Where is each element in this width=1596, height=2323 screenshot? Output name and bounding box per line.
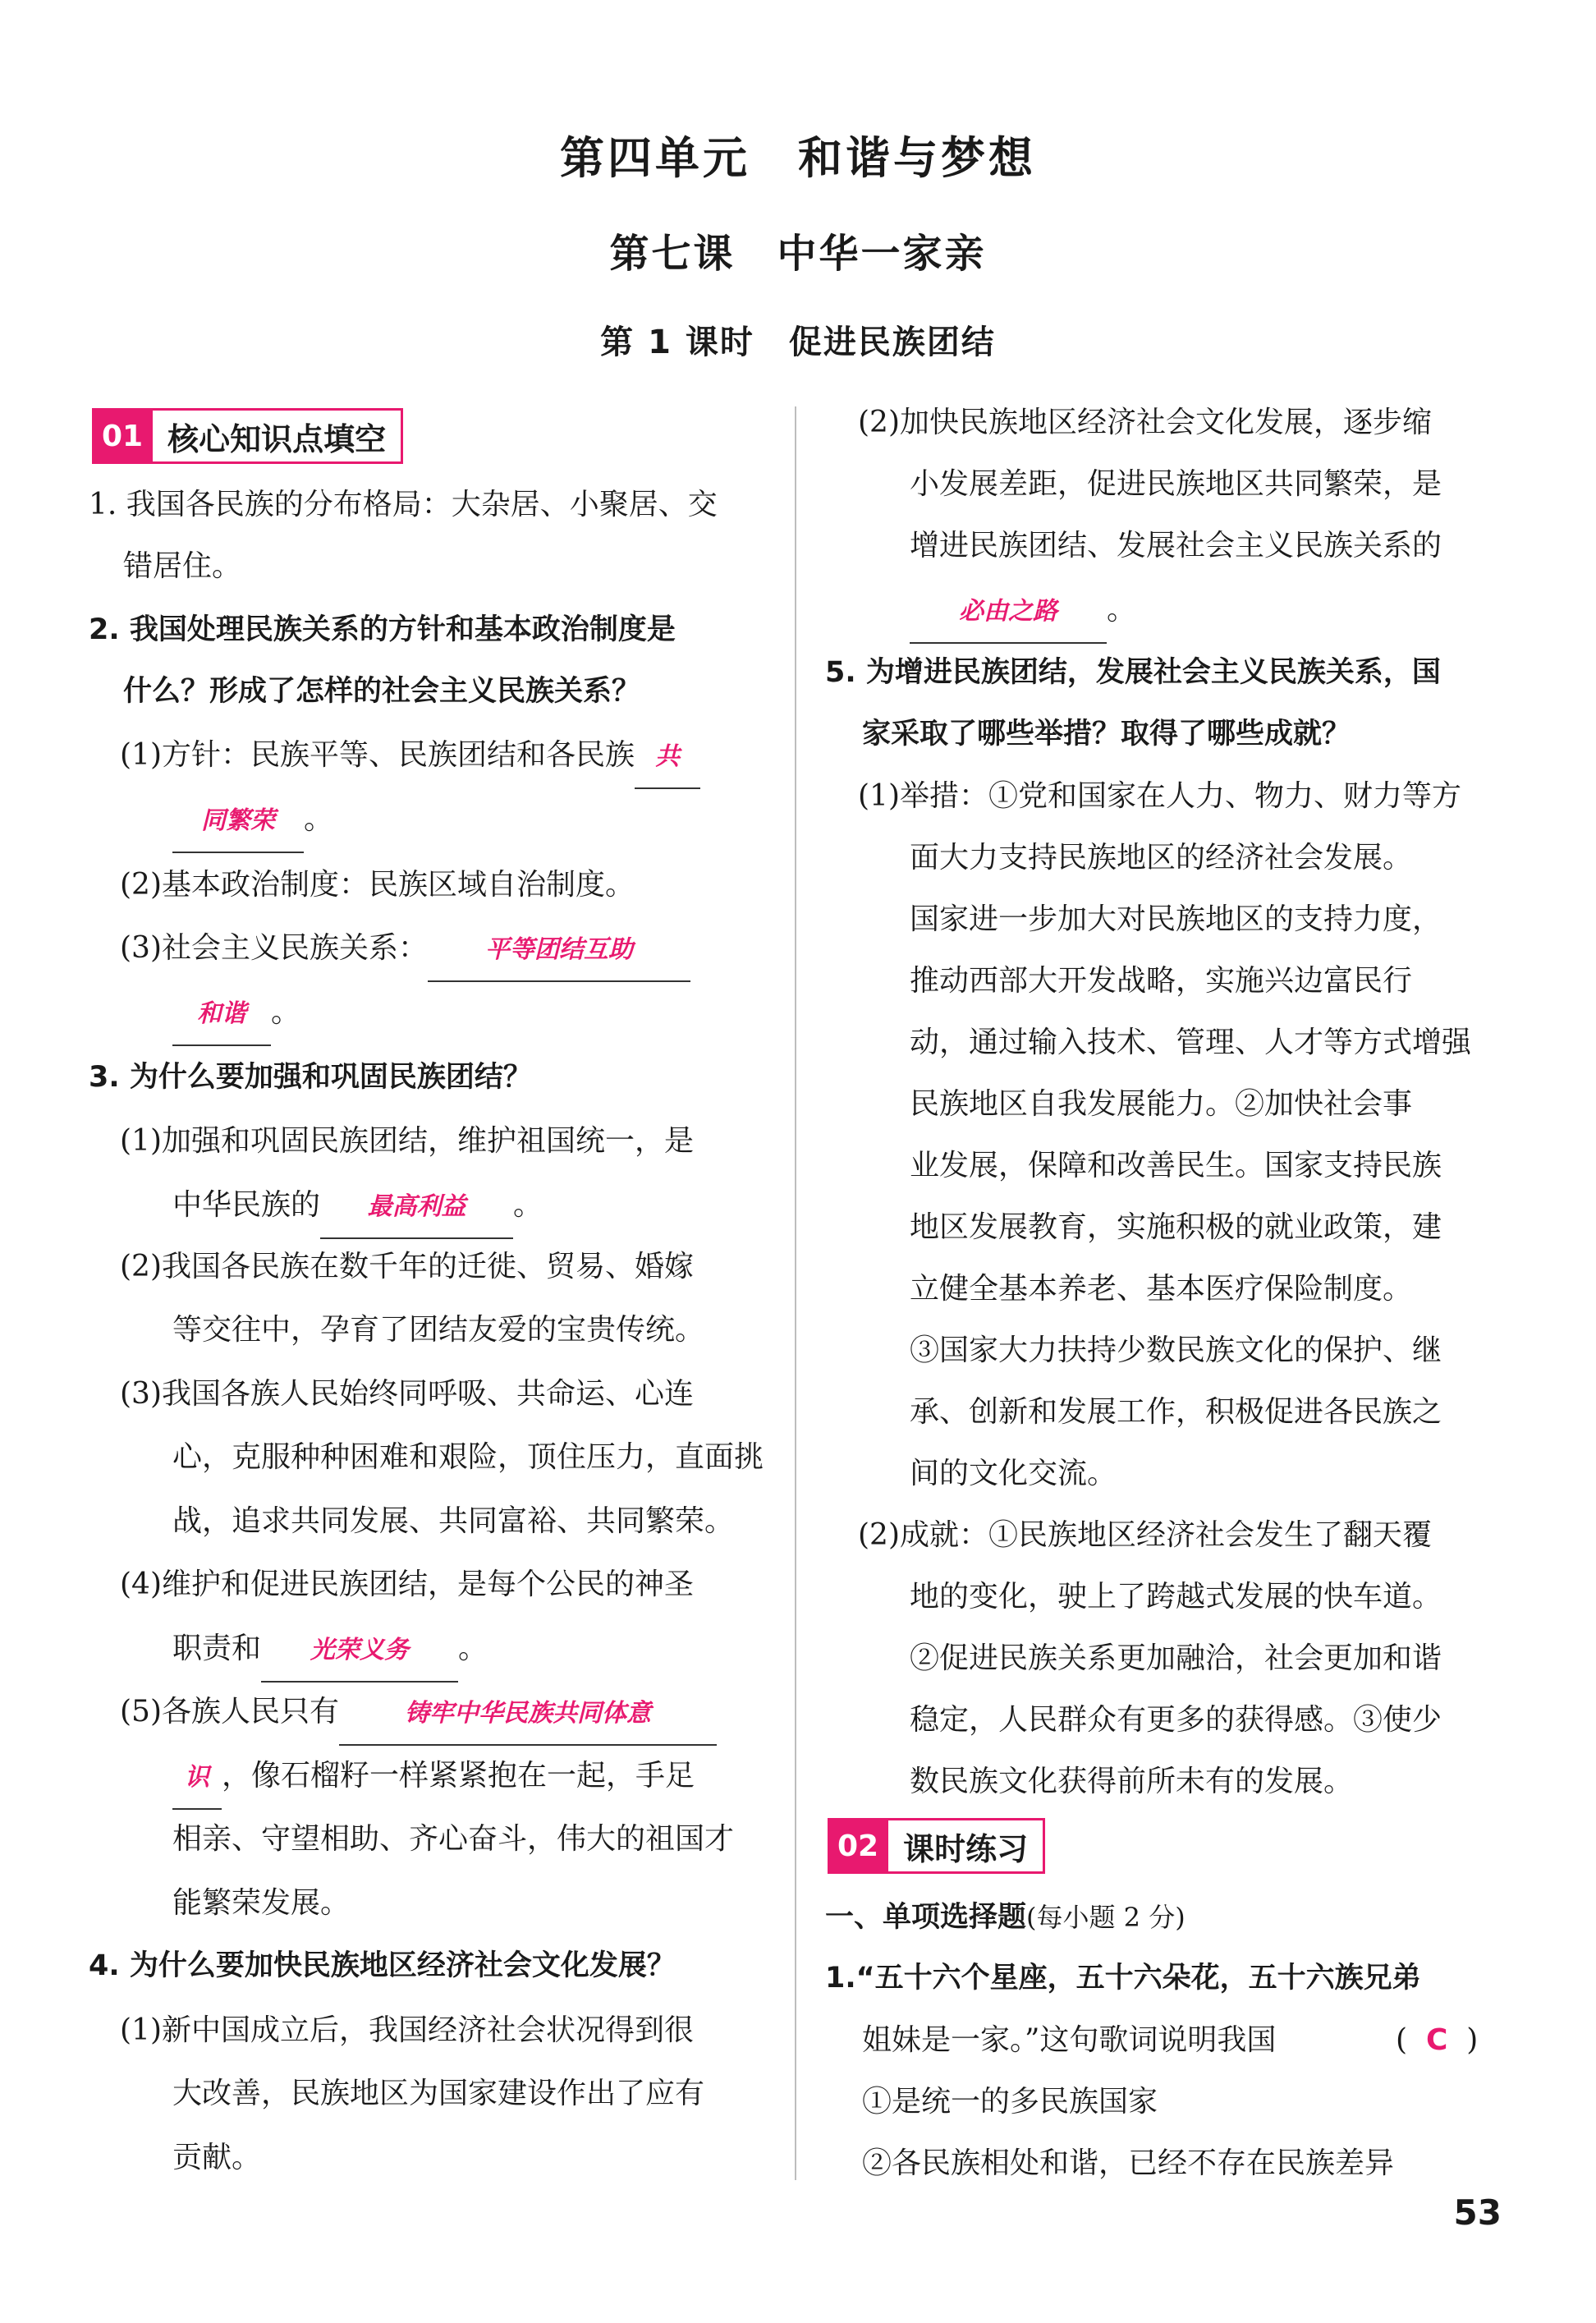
fill-in-answer: 必由之路 xyxy=(910,581,1107,644)
fill-in-answer: 铸牢中华民族共同体意 xyxy=(339,1683,717,1746)
period-title: 第 1 课时 促进民族团结 xyxy=(600,324,996,361)
question-line: 姐妹是一家。”这句歌词说明我国 xyxy=(862,2023,1277,2057)
fill-in-answer: 最高利益 xyxy=(320,1176,513,1239)
option-line: ①是统一的多民族国家 xyxy=(862,2085,1158,2119)
text-line xyxy=(172,1174,543,1239)
text-line: 贡献。 xyxy=(172,2141,262,2174)
text-segment: (3)社会主义民族关系： xyxy=(120,931,428,965)
question-line: 5. 为增进民族团结，发展社会主义民族关系，国 xyxy=(825,656,1441,689)
heading-note: (每小题 2 分) xyxy=(1026,1902,1186,1933)
text-line xyxy=(172,1745,695,1810)
question-line: 3. 为什么要加强和巩固民族团结？ xyxy=(89,1061,532,1094)
page-number: 53 xyxy=(1453,2192,1502,2233)
section-badge-core-knowledge xyxy=(92,408,403,464)
text-line: 能繁荣发展。 xyxy=(172,1886,351,1920)
text-line: 面大力支持民族地区的经济社会发展。 xyxy=(910,841,1413,875)
question-line: 1.“五十六个星座，五十六朵花，五十六族兄弟 xyxy=(825,1962,1421,1995)
text-line: (2)我国各民族在数千年的迁徙、贸易、婚嫁 xyxy=(120,1250,694,1283)
text-line xyxy=(172,1618,488,1683)
text-line: ②促进民族关系更加融洽，社会更加和谐 xyxy=(910,1641,1442,1675)
section-number: 02 xyxy=(828,1818,888,1874)
text-line xyxy=(172,981,300,1046)
text-line: 立健全基本养老、基本医疗保险制度。 xyxy=(910,1272,1413,1306)
column-divider xyxy=(795,406,796,2180)
question-line: 2. 我国处理民族关系的方针和基本政治制度是 xyxy=(89,613,676,646)
text-line: (3)我国各族人民始终同呼吸、共命运、心连 xyxy=(120,1377,694,1411)
punctuation: 。 xyxy=(458,1632,488,1665)
text-line xyxy=(120,917,690,982)
text-line: 等交往中，孕育了团结友爱的宝贵传统。 xyxy=(172,1313,705,1347)
lesson-title: 第七课 中华一家亲 xyxy=(609,231,987,277)
text-line: 小发展差距，促进民族地区共同繁荣，是 xyxy=(910,467,1442,501)
text-line: 承、创新和发展工作，积极促进各民族之 xyxy=(910,1395,1442,1429)
section-label: 课时练习 xyxy=(888,1818,1045,1874)
text-line: 数民族文化获得前所未有的发展。 xyxy=(910,1765,1354,1798)
choice-answer: C xyxy=(1425,2023,1448,2057)
text-line xyxy=(172,788,333,853)
question-line: 什么？形成了怎样的社会主义民族关系？ xyxy=(123,675,641,708)
question-line: 4. 为什么要加快民族地区经济社会文化发展？ xyxy=(89,1949,676,1982)
option-line: ②各民族相处和谐，已经不存在民族差异 xyxy=(862,2146,1395,2180)
text-line: 地的变化，驶上了跨越式发展的快车道。 xyxy=(910,1580,1442,1614)
text-line: (2)加快民族地区经济社会文化发展，逐步缩 xyxy=(858,406,1432,439)
text-line: 大改善，民族地区为国家建设作出了应有 xyxy=(172,2077,705,2110)
text-line: 相亲、守望相助、齐心奋斗，伟大的祖国才 xyxy=(172,1822,735,1856)
text-segment: (1)方针：民族平等、民族团结和各民族 xyxy=(120,738,635,772)
text-line: 战，追求共同发展、共同富裕、共同繁荣。 xyxy=(172,1504,735,1538)
text-line xyxy=(120,724,700,789)
text-line: 动，通过输入技术、管理、人才等方式增强 xyxy=(910,1026,1472,1059)
multiple-choice-heading xyxy=(825,1886,1186,1949)
text-line: 推动西部大开发战略，实施兴边富民行 xyxy=(910,964,1413,998)
fill-in-answer: 平等团结互助 xyxy=(428,919,690,982)
fill-in-answer: 共 xyxy=(635,726,700,789)
text-segment: ，像石榴籽一样紧紧抱在一起，手足 xyxy=(222,1759,695,1793)
text-line: (1)举措：①党和国家在人力、物力、财力等方 xyxy=(858,779,1461,813)
answer-bracket xyxy=(1396,2009,1478,2071)
text-line: 间的文化交流。 xyxy=(910,1457,1117,1490)
fill-in-answer: 识 xyxy=(172,1747,222,1810)
text-line: ③国家大力扶持少数民族文化的保护、继 xyxy=(910,1334,1442,1367)
punctuation: 。 xyxy=(271,995,301,1029)
text-segment: (5)各族人民只有 xyxy=(120,1695,339,1728)
punctuation: 。 xyxy=(513,1188,543,1222)
fill-in-answer: 和谐 xyxy=(172,983,271,1046)
text-line: 业发展，保障和改善民生。国家支持民族 xyxy=(910,1149,1442,1182)
text-line: 1. 我国各民族的分布格局：大杂居、小聚居、交 xyxy=(89,488,718,521)
section-number: 01 xyxy=(92,408,153,464)
fill-in-answer: 光荣义务 xyxy=(261,1619,458,1683)
text-segment: 中华民族的 xyxy=(172,1188,321,1222)
bracket-left: ( xyxy=(1396,2023,1408,2057)
text-line: (2)成就：①民族地区经济社会发生了翻天覆 xyxy=(858,1518,1432,1552)
text-line xyxy=(120,1681,717,1746)
text-line: 错居住。 xyxy=(123,549,242,583)
text-line: 稳定，人民群众有更多的获得感。③使少 xyxy=(910,1703,1442,1737)
punctuation: 。 xyxy=(1107,593,1137,627)
text-line: 民族地区自我发展能力。②加快社会事 xyxy=(910,1087,1413,1121)
section-badge-practice xyxy=(828,1818,1045,1874)
text-line xyxy=(910,579,1136,644)
text-line: (2)基本政治制度：民族区域自治制度。 xyxy=(120,868,635,902)
text-line: (1)加强和巩固民族团结，维护祖国统一，是 xyxy=(120,1124,694,1158)
fill-in-answer: 同繁荣 xyxy=(172,790,304,853)
text-line: 国家进一步加大对民族地区的支持力度， xyxy=(910,902,1442,936)
section-label: 核心知识点填空 xyxy=(153,408,403,464)
text-segment: 职责和 xyxy=(172,1632,262,1665)
heading-text: 一、单项选择题 xyxy=(825,1901,1027,1934)
unit-title: 第四单元 和谐与梦想 xyxy=(560,132,1036,184)
text-line: (1)新中国成立后，我国经济社会状况得到很 xyxy=(120,2013,694,2047)
bracket-right: ) xyxy=(1466,2023,1479,2057)
punctuation: 。 xyxy=(304,802,334,836)
text-line: 心，克服种种困难和艰险，顶住压力，直面挑 xyxy=(172,1440,764,1474)
text-line: 地区发展教育，实施积极的就业政策，建 xyxy=(910,1210,1442,1244)
text-line: 增进民族团结、发展社会主义民族关系的 xyxy=(910,529,1442,562)
question-line: 家采取了哪些举措？取得了哪些成就？ xyxy=(862,718,1351,751)
text-line: (4)维护和促进民族团结，是每个公民的神圣 xyxy=(120,1568,694,1601)
